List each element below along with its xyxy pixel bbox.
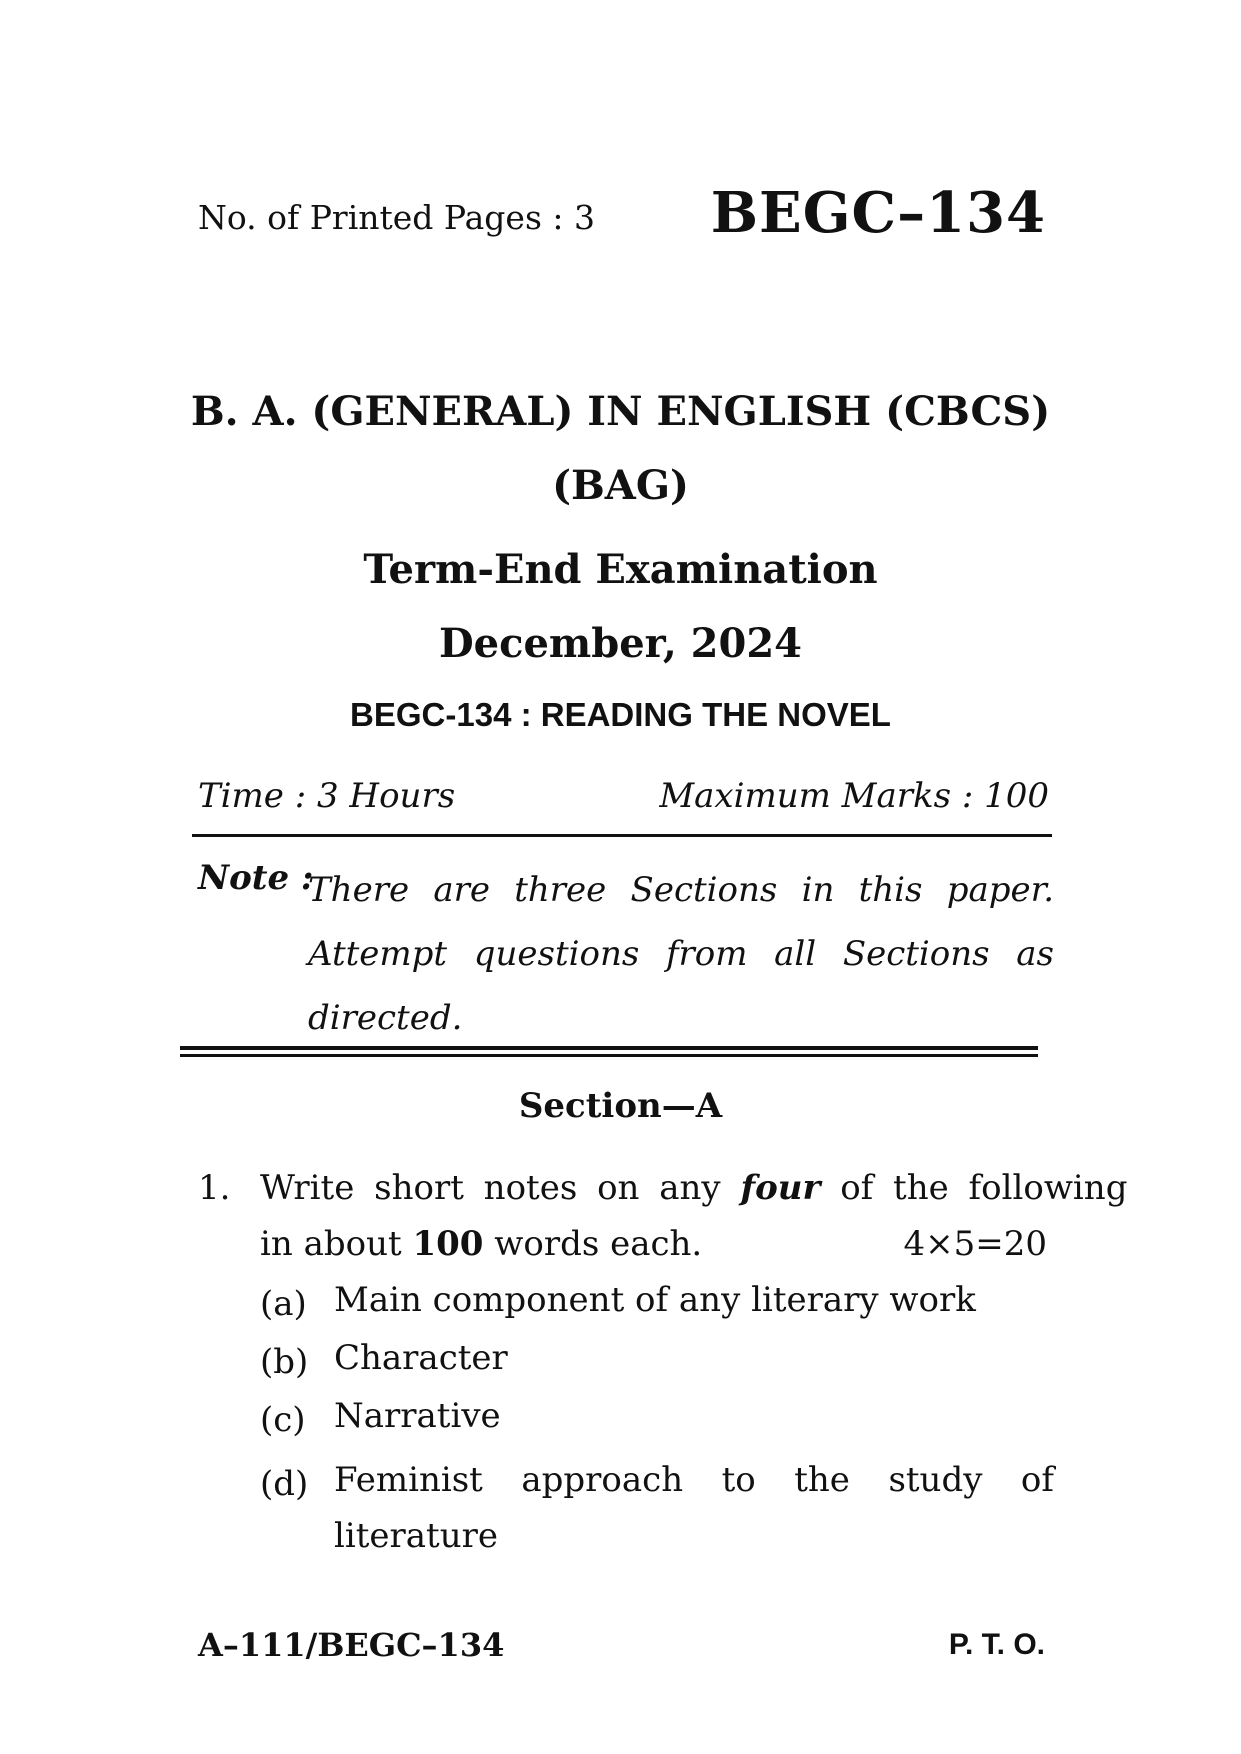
footer-code: A–111/BEGC–134 xyxy=(198,1626,505,1664)
footer-pto: P. T. O. xyxy=(948,1628,1045,1661)
divider-top xyxy=(192,834,1052,837)
option-d-text: Feminist approach to the study of literature xyxy=(334,1460,1054,1556)
question-line2-before: in about xyxy=(260,1224,413,1264)
exam-session: December, 2024 xyxy=(438,620,803,667)
paper-code: BEGC–134 xyxy=(710,180,1046,246)
divider-double-upper xyxy=(180,1046,1038,1050)
option-c-label: (c) xyxy=(260,1400,306,1440)
note-label: Note : xyxy=(198,858,314,898)
question-emphasis: four xyxy=(740,1168,821,1208)
course-title: BEGC-134 : READING THE NOVEL xyxy=(350,696,891,733)
time-allowed: Time : 3 Hours xyxy=(198,776,456,816)
programme-code: (BAG) xyxy=(552,462,689,509)
section-heading: Section—A xyxy=(518,1086,723,1126)
option-a-label: (a) xyxy=(260,1284,307,1324)
question-number: 1. xyxy=(198,1168,231,1208)
option-d-label: (d) xyxy=(260,1464,309,1504)
question-word-count: 100 xyxy=(412,1224,484,1264)
option-b-text: Character xyxy=(334,1338,508,1378)
divider-double-lower xyxy=(180,1054,1038,1057)
note-text: There are three Sections in this paper. Attempt questions from all Sections as directed. xyxy=(308,870,1054,1038)
programme-title: B. A. (GENERAL) IN ENGLISH (CBCS) xyxy=(190,388,1051,435)
question-line1-wrap xyxy=(260,1168,1128,1208)
question-text-end: of the following xyxy=(820,1168,1128,1208)
option-b-label: (b) xyxy=(260,1342,309,1382)
question-line2-after: words each. xyxy=(483,1224,703,1264)
option-a-text: Main component of any literary work xyxy=(334,1280,976,1320)
option-c-text: Narrative xyxy=(334,1396,501,1436)
question-text-start: Write short notes on any xyxy=(260,1168,741,1208)
printed-pages-count: No. of Printed Pages : 3 xyxy=(198,198,595,237)
question-marks: 4×5=20 xyxy=(903,1224,1047,1264)
exam-title: Term-End Examination xyxy=(363,546,878,593)
maximum-marks: Maximum Marks : 100 xyxy=(659,776,1049,816)
